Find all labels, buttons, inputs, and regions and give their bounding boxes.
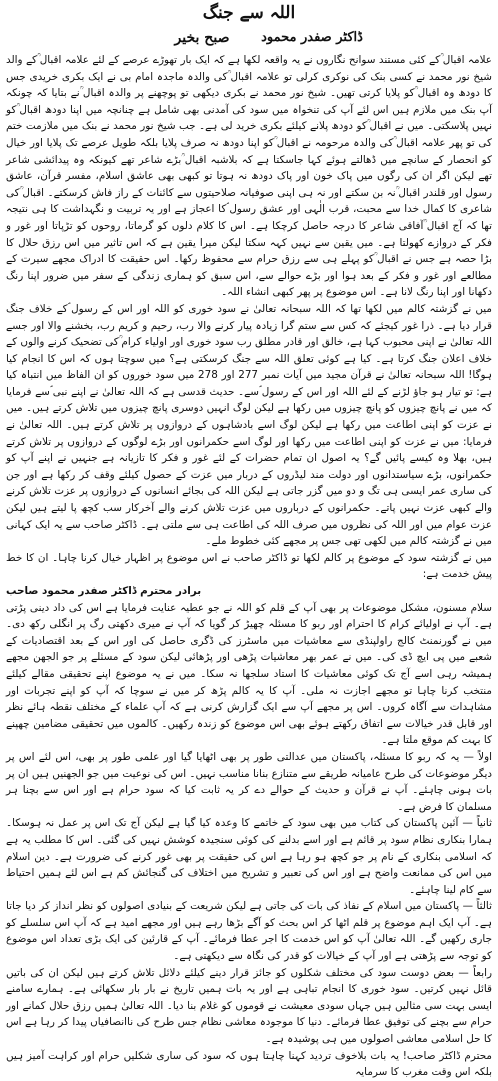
letter-paragraph: ثالثاً — پاکستان میں اسلام کے نفاذ کی بات کی جاتی ہے لیکن شریعت کے بنیادی اصولوں کو نظر انداز کر دیا جاتا ہے۔ آپ ایک اہم موضوع پر قلم اٹھا کر اس بحث کو آگے بڑھا رہے ہیں اور مجھے امید ہے کہ آپ اس سلسلے کو جاری رکھیں گے۔ اللہ تعالیٰ آپ کو اس خدمت کا اجر عطا فرمائے۔ آپ کے قارئین کی ایک بڑی تعداد اس موضوع کو توجہ سے پڑھتی ہے اور آپ کے خیالات کو قدر کی نگاہ سے دیکھتی ہے۔ xyxy=(6,900,492,963)
letter-salutation: برادر محترم ڈاکٹر صفدر محمود صاحب xyxy=(6,585,202,597)
article-title: اللہ سے جنگ xyxy=(202,3,296,23)
letter-paragraph: اولاً — یہ کہ ربو کا مسئلہ، پاکستان میں عدالتی طور پر بھی اٹھایا گیا اور علمی طور پر بھی، اس لئے اس پر دیگر موضوعات کی طرح عامیانہ طریقے سے متنازع بنانا مناسب نہیں۔ اس کی نوعیت میں جو الجھنیں ہیں ان پر بات ہونی چاہئے۔ آپ نے قرآن و حدیث کے حوالے دے کر یہ ثابت کیا کہ سود حرام ہے اور اس سے بچنا ہر مسلمان کا فرض ہے۔ xyxy=(6,750,492,813)
letter-paragraph: سلام مسنون، مشکل موضوعات پر بھی آپ کے قلم کو اللہ نے جو عطیہ عنایت فرمایا ہے اس کی داد دینی پڑتی ہے۔ آپ نے اولیائے کرام کا احترام اور ربو کا مسئلہ چھیڑ کر گویا کہ آپ نے میری دکھتی رگ پر انگلی رکھ دی۔ میں نے گورنمنٹ کالج راولپنڈی سے معاشیات میں ماسٹرز کی ڈگری حاصل کی اور اس کے بعد اقتصادیات کے شعبے میں پی ایچ ڈی کی۔ میں نے عمر بھر معاشیات پڑھی اور پڑھائی لیکن سود کے مسئلے پر جو الجھن مجھے ہمیشہ رہی اسے آج تک کوئی معاشیات کا استاد سلجھا نہ سکا۔ میں نے یہ موضوع اپنے تحقیقی مقالے کیلئے منتخب کرنا چاہا تو مجھے اجازت نہ ملی۔ آپ کا یہ کالم پڑھ کر میں نے سوچا کہ آپ کو اپنے تجربات اور مشاہدات سے آگاہ کروں۔ اس پر مجھے آپ سے ایک گزارش کرنی ہے کہ آپ علماء کے مختلف نقطہ ہائے نظر اور قابل قدر خیالات سے اتفاق رکھتے ہوئے بھی اس موضوع کو زندہ رکھیں۔ کالموں میں تحقیقی مضامین چھپنے کا بہت کم موقع ملتا ہے۔ xyxy=(6,601,492,747)
byline xyxy=(0,30,498,54)
letter-paragraph: ثانیاً — آئین پاکستان کی کتاب میں بھی سود کے خاتمے کا وعدہ کیا گیا ہے لیکن آج تک اس پر عمل نہ ہوسکا۔ ہمارا بنکاری نظام سود پر قائم ہے اور اسے بدلنے کی کوئی سنجیدہ کوشش نہیں کی گئی۔ اس کا مطلب یہ ہے کہ اسلامی بنکاری کے نام پر جو کچھ ہو رہا ہے اس کی حقیقت پر بھی غور کرنے کی ضرورت ہے۔ دین اسلام میں اس کی ممانعت واضح ہے اور اس کی تعبیر و تشریح میں اختلاف کی گنجائش کم ہے اس لئے ہمیں احتیاط سے کام لینا چاہئے۔ xyxy=(6,817,492,896)
letter-paragraph: محترم ڈاکٹر صاحب! یہ بات بلاخوف تردید کہنا چاہتا ہوں کہ سود کی ساری شکلیں حرام اور کراہت آمیز ہیں بلکہ اس وقت مغرب کا سرمایہ xyxy=(6,1049,492,1079)
paragraph: علامہ اقبال ؒکے کئی مستند سوانح نگاروں نے یہ واقعہ لکھا ہے کہ ایک بار تھوڑے عرصے کے لئے علامہ اقبال ؒکے والد شیخ نور محمد نے کسی بنک کی نوکری کرلی تو علامہ اقبال ؒکی والدہ ماجدہ امام بی نے ایک بکری خریدی جس کا دودھ وہ اقبال ؒکو پلایا کرتی تھیں۔ شیخ نور محمد نے بکری دیکھی تو پوچھنے پر والدہ اقبال ؒنے بتایا کہ چونکہ آپ بنک میں ملازم ہیں اس لئے آپ کی تنخواہ میں سود کی آمدنی بھی شامل ہے چنانچہ میں اپنا دودھ اقبال ؒکو نہیں پلاسکتی۔ میں نے اقبال ؒکو دودھ پلانے کیلئے بکری خرید لی ہے۔ جب شیخ نور محمد نے بنک میں ملازمت ختم کی تو پھر علامہ اقبال ؒکی والدہ مرحومہ نے اقبال ؒکو اپنا دودھ نہ صرف پلایا بلکہ طویل عرصے تک پلایا اور خیال کو انحصار کے سانچے میں ڈھالتے ہوئے کہا جاسکتا ہے کہ بلاشبہ اقبال ؒبڑے شاعر تھے کیونکہ وہ پیدائشی شاعر تھے لیکن اگر ان کی رگوں میں پاک خون اور پاک دودھ نہ ہوتا تو کبھی بھی عاشق اسلام، مفسر قرآن، عاشق رسول اور قلندر اقبال ؒنہ بن سکتے اور نہ ہی اپنی صوفیانہ صلاحیتوں سے کائنات کے راز فاش کرسکتے۔ اقبال ؒکی شاعری کا کمال خدا سے محبت، قرب الٰہی اور عشق رسول ؐکا اعجاز ہے اور یہ تربیت و نگہداشت کا ہی نتیجہ تھا کہ آج اقبال ؒآفاقی شاعر کا درجہ حاصل کرچکا ہے۔ اس کا کلام دلوں کو گرماتا، روحوں کو تڑپاتا اور غور و فکر کے دروازے کھولتا ہے۔ میں یقین سے نہیں کہہ سکتا لیکن میرا یقین ہے کہ اس تاثیر میں اس رزق حلال کا بڑا حصہ ہے جس نے اقبال ؒکو پہلے ہی سے رزق حرام سے محفوظ رکھا۔ اس حقیقت کا ادراک مجھے سیرت کے مطالعے اور غور و فکر کے بعد ہوا اور بڑے حوالے سے، اس سبق کو ہماری زندگی کے سفر میں ضرور اپنا رنگ دکھانا اور اپنا رنگ لانا ہے۔ اس موضوع پر پھر کبھی انشاء اللہ۔ xyxy=(6,54,492,299)
column-name: صبح بخیر xyxy=(174,30,230,46)
article-body xyxy=(6,52,493,1079)
author-name: ڈاکٹر صفدر محمود xyxy=(261,30,363,45)
paragraph: میں نے گزشتہ سود کے موضوع پر کالم لکھا تو ڈاکٹر صاحب نے اس موضوع پر اظہار خیال کرنا چاہا۔ ان کا خط پیش خدمت ہے: xyxy=(6,551,492,581)
paragraph: میں نے گزشتہ کالم میں لکھا تھا کہ اللہ سبحانہ تعالیٰ نے سود خوری کو اللہ اور اس کے رسول ؐکے خلاف جنگ قرار دیا ہے۔ ذرا غور کیجئے کہ کس سے ستم گرا زیادہ پیار کرنے والا رب، رحیم و کریم رب، بخشنے والا اور جسے اللہ تعالیٰ نے اپنی محبوب کہا ہے، خالق اور قادر مطلق رب سود خوری اور اولیاء کرام ؒکی تضحیک کرنے والوں کے خلاف اعلان جنگ کرتا ہے۔ کیا ہے کوئی تعلق اللہ سے جنگ کرسکتی ہے؟ میں سوچتا ہوں کہ اس کا انجام کیا ہوگا! اللہ سبحانہ تعالیٰ نے قرآن مجید میں آیات نمبر 277 اور 278 میں سود خوروں کو ان الفاظ میں انتباہ کیا ہے: تو تیار ہو جاؤ لڑنے کے لئے اللہ اور اس کے رسول ؐسے۔ حدیث قدسی ہے کہ اللہ تعالیٰ نے اپنے نبی ؐسے فرمایا کہ میں نے پانچ چیزوں کو پانچ چیزوں میں رکھا ہے لیکن لوگ انہیں دوسری پانچ چیزوں میں تلاش کرتے ہیں۔ میں نے عزت کو اپنی اطاعت میں رکھا ہے لیکن لوگ اسے بادشاہوں کے دروازوں پر تلاش کرتے ہیں۔ اللہ تعالیٰ نے فرمایا: میں نے عزت کو اپنی اطاعت میں رکھا اور لوگ اسے حکمرانوں اور بڑے لوگوں کے دروازوں پر تلاش کرتے ہیں، بھلا وہ کیسے پائیں گے؟ یہ اصول ان تمام حضرات کے لئے غور و فکر کا تازیانہ ہے جنہیں نے اپنے آپ کو حکمرانوں، بڑے سیاستدانوں اور دولت مند لیڈروں کے دربار میں عزت کے حصول کیلئے وقف کر رکھا ہے اور جن کی ساری عمر ایسی ہی تگ و دو میں گزر جاتی ہے لیکن اللہ کی بجائے انسانوں کے دروازوں پر عزت تلاش کرنے والے کبھی عزت نہیں پاتے۔ حکمرانوں کے درباروں میں عزت تلاش کرنے والے آخرکار سب کچھ پا لیتے ہیں لیکن عزت عوام میں اور اللہ کی نظروں میں صرف اللہ کی اطاعت ہی سے ملتی ہے۔ ڈاکٹر صاحب سے یہ ایک کہانی میں نے گزشتہ کالم میں لکھی تھی جس پر مجھے کئی خطوط ملے۔ xyxy=(6,302,493,548)
letter-paragraph: رابعاً — بعض دوست سود کی مختلف شکلوں کو جائز قرار دینے کیلئے دلائل تلاش کرتے ہیں لیکن ان کی باتیں قائل نہیں کرتیں۔ سود خوری کا انجام تباہی ہے اور یہ بات ہمیں تاریخ نے بار بار سکھائی ہے۔ ہمارے سامنے ایسی بہت سی مثالیں ہیں جہاں سودی معیشت نے قوموں کو غلام بنا دیا۔ اللہ تعالیٰ ہمیں رزق حلال کمانے اور حرام سے بچنے کی توفیق عطا فرمائے۔ دنیا کا موجودہ معاشی نظام جس طرح کی ناانصافیاں پیدا کر رہا ہے اس کا حل اسلامی معاشی اصولوں میں ہی پوشیدہ ہے۔ xyxy=(6,966,492,1046)
